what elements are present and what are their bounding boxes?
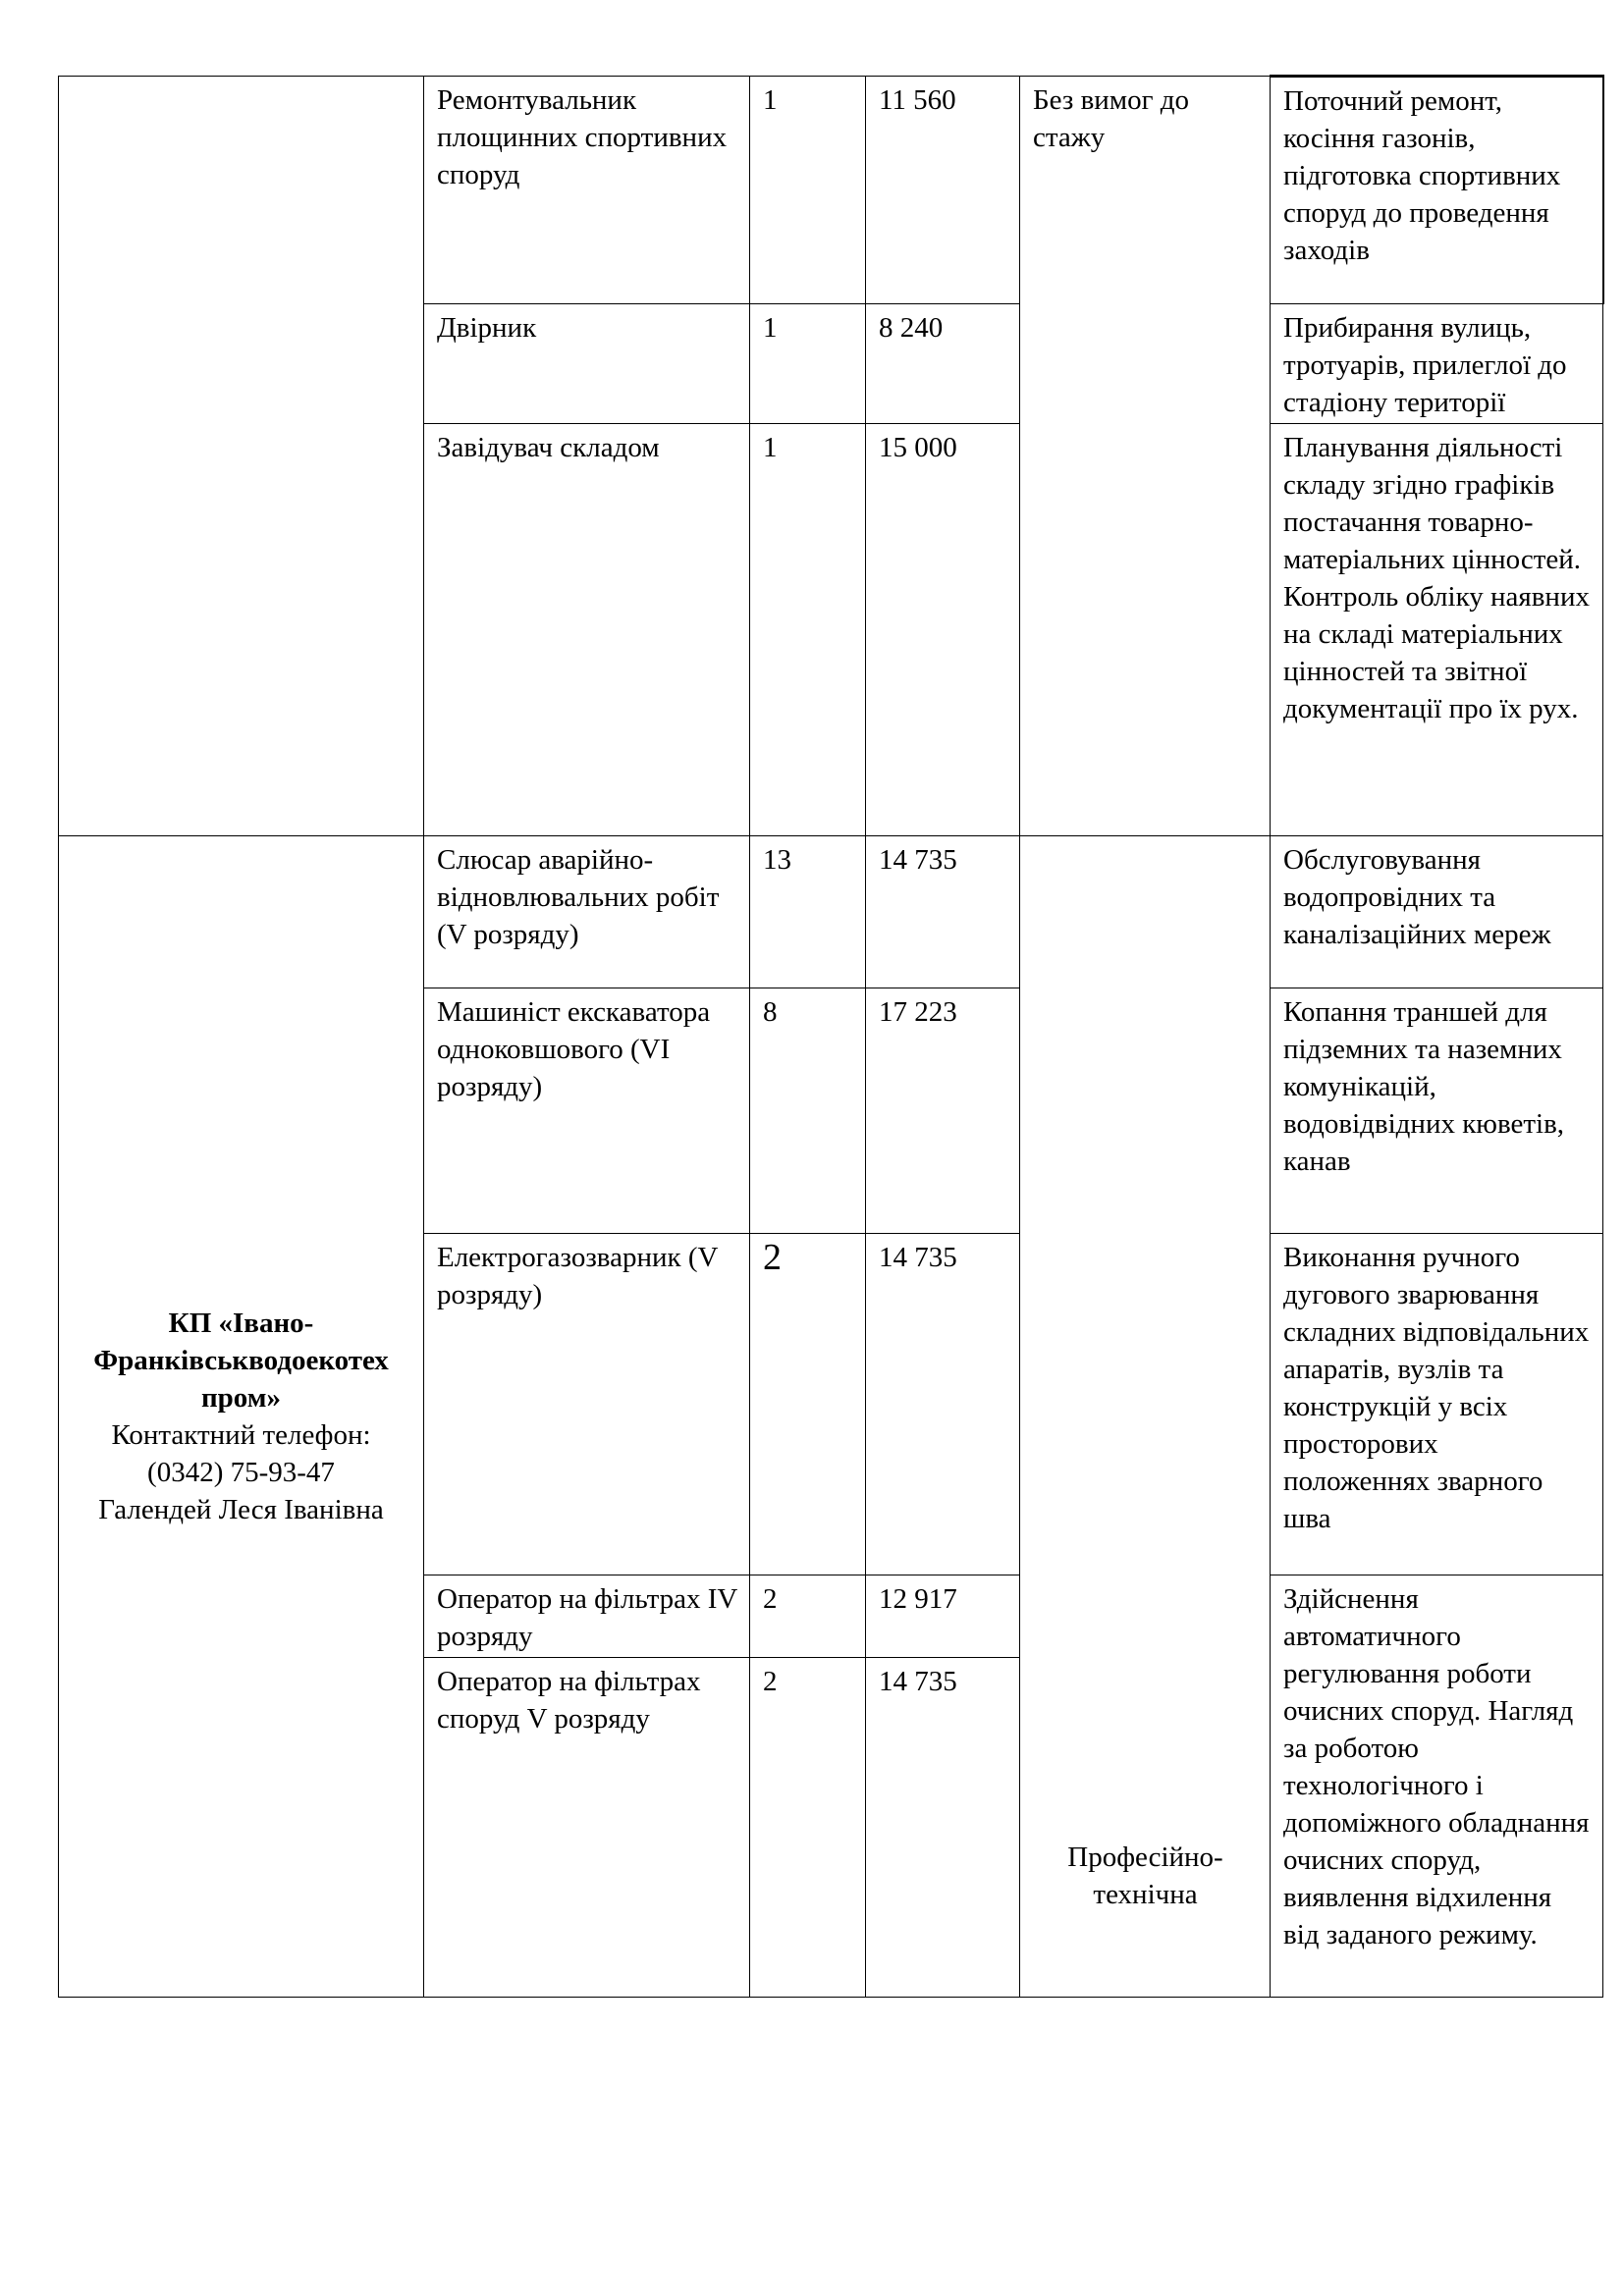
salary-cell xyxy=(866,304,1020,424)
count-cell xyxy=(750,988,866,1234)
description-cell xyxy=(1271,424,1603,836)
employer-name: КП «Івано-Франківськводоекотех пром» xyxy=(93,1308,389,1414)
description-text: Виконання ручного дугового зварювання складних відповідальних апаратів, вузлів та конструкцій у всіх просторових положеннях зварного шва xyxy=(1283,1242,1590,1534)
employer-contact-person: Галендей Леся Іванівна xyxy=(98,1494,384,1525)
count-text: 1 xyxy=(763,432,778,463)
position-cell xyxy=(424,424,750,836)
position-text: Оператор на фільтрах споруд V розряду xyxy=(437,1666,701,1735)
position-cell xyxy=(424,988,750,1234)
count-text: 1 xyxy=(763,84,778,116)
position-cell xyxy=(424,1658,750,1998)
position-cell xyxy=(424,1575,750,1658)
count-text: 2 xyxy=(763,1237,782,1278)
position-text: Двірник xyxy=(437,312,537,344)
salary-text: 11 560 xyxy=(879,84,956,116)
education-cell xyxy=(1020,1575,1271,1998)
count-text: 13 xyxy=(763,844,791,876)
position-cell xyxy=(424,1234,750,1575)
description-cell xyxy=(1271,836,1603,988)
count-cell xyxy=(750,77,866,304)
description-text: Здійснення автоматичного регулювання роботи очисних споруд. Нагляд за роботою технологічного і допоміжного обладнання очисних споруд, виявлення відхилення від заданого режиму. xyxy=(1283,1583,1590,1950)
count-cell xyxy=(750,836,866,988)
position-text: Оператор на фільтрах IV розряду xyxy=(437,1583,737,1652)
description-text: Поточний ремонт, косіння газонів, підготовка спортивних споруд до проведення заходів xyxy=(1283,85,1561,266)
position-cell xyxy=(424,77,750,304)
description-cell xyxy=(1271,304,1603,424)
education-text: Професійно-технічна xyxy=(1067,1841,1223,1910)
salary-cell xyxy=(866,988,1020,1234)
count-cell xyxy=(750,1234,866,1575)
count-text: 1 xyxy=(763,312,778,344)
description-text: Копання траншей для підземних та наземних комунікацій, водовідвідних кюветів, канав xyxy=(1283,996,1565,1177)
education-cell-top xyxy=(1020,836,1271,1575)
position-text: Слюсар аварійно-відновлювальних робіт (V розряду) xyxy=(437,844,720,950)
position-text: Ремонтувальник площинних спортивних споруд xyxy=(437,84,728,190)
salary-text: 8 240 xyxy=(879,312,944,344)
position-text: Машиніст екскаватора одноковшового (VI розряду) xyxy=(437,996,711,1102)
salary-cell xyxy=(866,1658,1020,1998)
description-cell xyxy=(1271,988,1603,1234)
salary-cell xyxy=(866,836,1020,988)
salary-text: 12 917 xyxy=(879,1583,957,1615)
count-text: 8 xyxy=(763,996,778,1028)
salary-text: 14 735 xyxy=(879,844,957,876)
employer-phone-label: Контактний телефон: xyxy=(111,1419,371,1451)
salary-cell xyxy=(866,1575,1020,1658)
salary-cell xyxy=(866,77,1020,304)
description-cell xyxy=(1271,1575,1603,1998)
description-text: Планування діяльності складу згідно графіків постачання товарно-матеріальних цінностей. Контроль обліку наявних на складі матеріальних цінностей та звітної документації про їх рух. xyxy=(1283,432,1590,724)
count-cell xyxy=(750,424,866,836)
employer-cell-empty xyxy=(59,77,424,836)
salary-text: 14 735 xyxy=(879,1666,957,1697)
salary-text: 15 000 xyxy=(879,432,957,463)
position-text: Завідувач складом xyxy=(437,432,660,463)
description-text: Прибирання вулиць, тротуарів, прилеглої до стадіону території xyxy=(1283,312,1567,418)
salary-text: 14 735 xyxy=(879,1242,957,1273)
table-row xyxy=(59,77,1603,304)
count-cell xyxy=(750,304,866,424)
salary-text: 17 223 xyxy=(879,996,957,1028)
salary-cell xyxy=(866,1234,1020,1575)
position-text: Електрогазозварник (V розряду) xyxy=(437,1242,718,1310)
description-cell xyxy=(1271,77,1603,304)
description-cell xyxy=(1271,1234,1603,1575)
count-text: 2 xyxy=(763,1583,778,1615)
employer-cell xyxy=(59,836,424,1998)
employer-phone: (0342) 75-93-47 xyxy=(147,1457,335,1488)
position-cell xyxy=(424,836,750,988)
requirement-text: Без вимог до стажу xyxy=(1033,84,1190,153)
vacancy-table xyxy=(58,75,1604,1998)
requirement-cell xyxy=(1020,77,1271,836)
table-row xyxy=(59,836,1603,988)
description-text: Обслуговування водопровідних та каналізаційних мереж xyxy=(1283,844,1551,950)
count-cell xyxy=(750,1575,866,1658)
position-cell xyxy=(424,304,750,424)
salary-cell xyxy=(866,424,1020,836)
count-text: 2 xyxy=(763,1666,778,1697)
count-cell xyxy=(750,1658,866,1998)
